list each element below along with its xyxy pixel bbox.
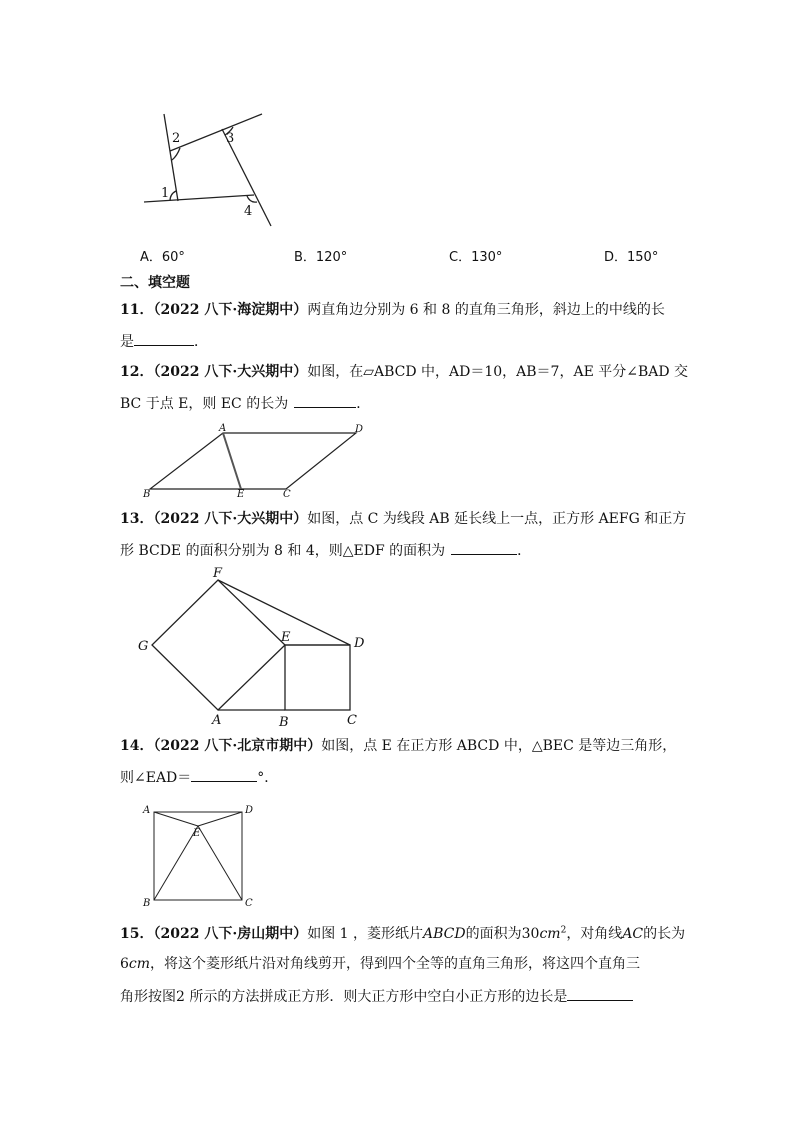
q13-label-d: D bbox=[354, 636, 365, 651]
fig10-label-1: 1 bbox=[161, 186, 170, 201]
q15-text1c: ，对角线 bbox=[566, 926, 623, 942]
q12-label-d: D bbox=[355, 424, 364, 435]
q15-text3: 角形按图2 所示的方法拼成正方形．则大正方形中空白小正方形的边长是 bbox=[120, 989, 568, 1005]
q14-number: 14． bbox=[120, 738, 154, 754]
fig10-label-3: 3 bbox=[226, 131, 235, 146]
q10-option-d: D．150° bbox=[604, 250, 659, 265]
q13-label-e: E bbox=[281, 630, 291, 645]
q14-source: （2022 八下·北京市期中） bbox=[153, 738, 322, 754]
fig10-label-4: 4 bbox=[244, 204, 253, 219]
q12-text1: 如图，在▱ABCD 中，AD＝10，AB＝7，AE 平分∠BAD 交 bbox=[307, 364, 689, 380]
q15-line2 bbox=[120, 954, 640, 974]
q15-text1d: 的长为 bbox=[643, 926, 686, 942]
q12-label-b: B bbox=[143, 489, 151, 500]
q15-diag: AC bbox=[622, 926, 644, 942]
q11-number: 11． bbox=[120, 302, 154, 318]
q15-number: 15． bbox=[120, 926, 154, 942]
q15-shape: ABCD bbox=[423, 926, 466, 942]
q13-label-b: B bbox=[279, 715, 289, 730]
q10-option-b: B．120° bbox=[294, 250, 348, 265]
q15-area-unit: cm bbox=[539, 926, 561, 942]
q15-text1a: 如图 1 ，菱形纸片 bbox=[307, 926, 424, 942]
q12-source: （2022 八下·大兴期中） bbox=[153, 364, 308, 380]
fig10-label-2: 2 bbox=[172, 131, 181, 146]
q14-square-abcd bbox=[154, 812, 242, 900]
q13-end: ． bbox=[517, 543, 532, 559]
q12-number: 12． bbox=[120, 364, 154, 380]
section-title: 二、填空题 bbox=[120, 275, 190, 291]
q10-option-a: A．60° bbox=[140, 250, 185, 265]
q13-source: （2022 八下·大兴期中） bbox=[153, 511, 308, 527]
q14-label-a: A bbox=[143, 805, 151, 816]
q15-area-value: 30 bbox=[521, 926, 540, 942]
q11-text1: 两直角边分别为 6 和 8 的直角三角形，斜边上的中线的长 bbox=[307, 302, 665, 318]
q13-text1: 如图，点 C 为线段 AB 延长线上一点，正方形 AEFG 和正方 bbox=[307, 511, 687, 527]
q14-line-be bbox=[154, 826, 198, 900]
q14-text2: 则∠EAD＝ bbox=[120, 770, 192, 786]
q13-number: 13． bbox=[120, 511, 154, 527]
q15-source: （2022 八下·房山期中） bbox=[153, 926, 308, 942]
q14-label-e: E bbox=[193, 828, 201, 839]
q15-line1 bbox=[120, 924, 685, 944]
q12-label-c: C bbox=[283, 489, 291, 500]
q13-label-a: A bbox=[212, 713, 222, 728]
q12-text2: BC 于点 E，则 EC 的长为 bbox=[120, 396, 289, 412]
q13-label-g: G bbox=[138, 639, 149, 654]
q11-text2: 是 bbox=[120, 334, 134, 350]
q14-line-de bbox=[198, 812, 242, 826]
q14-text1: 如图，点 E 在正方形 ABCD 中，△BEC 是等边三角形， bbox=[321, 738, 677, 754]
q14-line-ae bbox=[154, 812, 198, 826]
q15-len-value: 6 bbox=[120, 956, 129, 972]
q12-label-e: E bbox=[237, 489, 245, 500]
q14-end: °． bbox=[257, 770, 279, 786]
q13-label-f: F bbox=[213, 566, 223, 581]
q15-text1b: 的面积为 bbox=[465, 926, 522, 942]
q14-line-ce bbox=[198, 826, 242, 900]
q15-line3 bbox=[120, 985, 633, 1007]
q14-label-b: B bbox=[143, 898, 151, 909]
q14-label-d: D bbox=[245, 805, 254, 816]
q15-len-unit: cm bbox=[128, 956, 151, 972]
q14-label-c: C bbox=[245, 898, 253, 909]
q11-source: （2022 八下·海淀期中） bbox=[153, 302, 308, 318]
q15-answer-blank[interactable] bbox=[567, 985, 633, 1001]
q15-text2: ，将这个菱形纸片沿对角线剪开，得到四个全等的直角三角形，将这四个直角三 bbox=[150, 956, 641, 972]
q11-end: ． bbox=[194, 334, 208, 350]
q13-label-c: C bbox=[347, 713, 357, 728]
q13-text2: 形 BCDE 的面积分别为 8 和 4，则△EDF 的面积为 bbox=[120, 543, 446, 559]
q10-option-c: C．130° bbox=[449, 250, 503, 265]
q12-end: ． bbox=[356, 396, 371, 412]
q12-label-a: A bbox=[219, 423, 227, 434]
q15-area-exp: 2 bbox=[560, 925, 567, 936]
